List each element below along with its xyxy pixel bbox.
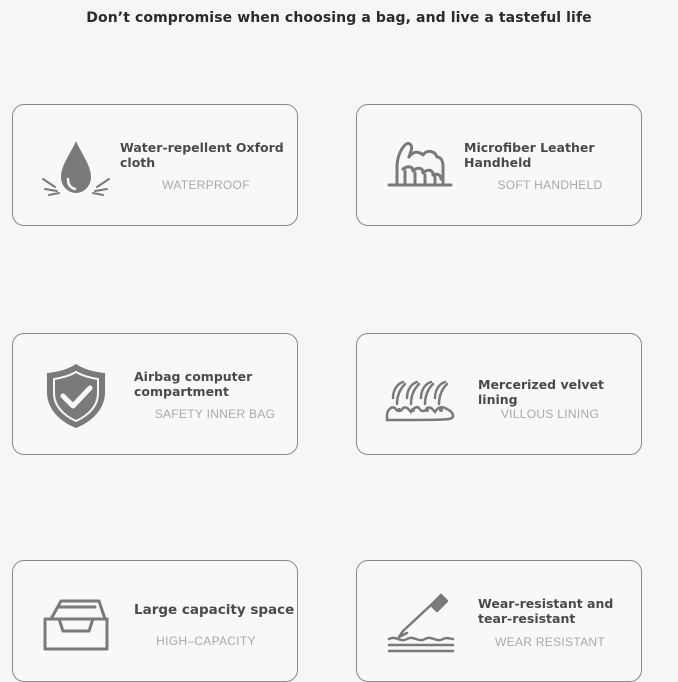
feature-subtitle: SAFETY INNER BAG — [154, 407, 276, 421]
feature-title: Microfiber Leather Handheld — [464, 140, 595, 170]
storage-tray-icon — [39, 587, 113, 657]
feature-card-soft-handheld — [356, 104, 642, 226]
shield-check-icon — [39, 360, 113, 430]
feature-title: Mercerized velvet lining — [478, 377, 604, 407]
feature-title: Water-repellent Oxford cloth — [120, 140, 284, 170]
velvet-fibers-icon — [383, 360, 457, 430]
feature-subtitle: HIGH–CAPACITY — [156, 634, 256, 648]
page-headline: Don’t compromise when choosing a bag, and live a tasteful life — [86, 10, 592, 26]
feature-title: Airbag computer compartment — [134, 369, 253, 399]
feature-title: Wear-resistant and tear-resistant — [478, 596, 614, 626]
feature-card-wear-resistant — [356, 560, 642, 682]
feature-subtitle: WATERPROOF — [162, 178, 250, 192]
feature-card-safety-inner-bag — [12, 333, 298, 455]
feature-card-villous-lining — [356, 333, 642, 455]
feature-subtitle: WEAR RESISTANT — [495, 635, 605, 649]
hand-grip-icon — [383, 131, 457, 201]
feature-card-waterproof — [12, 104, 298, 226]
feature-title: Large capacity space — [134, 602, 295, 618]
feature-subtitle: VILLOUS LINING — [500, 407, 600, 421]
blade-scratch-icon — [383, 587, 457, 657]
water-drop-icon — [39, 131, 113, 201]
feature-card-high-capacity — [12, 560, 298, 682]
feature-subtitle: SOFT HANDHELD — [497, 178, 603, 192]
